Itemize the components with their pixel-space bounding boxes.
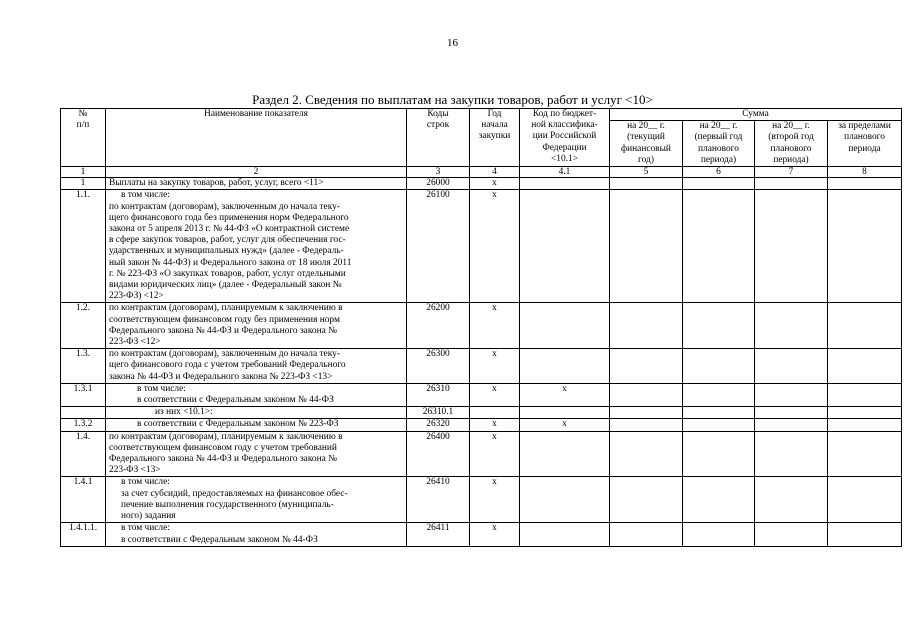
row-name [106, 407, 407, 419]
sum-cell [683, 477, 755, 523]
row-year: x [470, 178, 520, 190]
page-number: 16 [447, 37, 458, 49]
row-code: 26320 [407, 419, 470, 431]
row-budget-code: x [520, 419, 610, 431]
row-name [106, 477, 407, 523]
sum-cell [610, 178, 683, 190]
col-number: 6 [683, 167, 755, 178]
row-name-text: по контрактам (договорам), заключенным до начала теку- щего финансового года с учетом требований Федерального закона № 44-ФЗ и Федерального закона № 223-ФЗ <13> [109, 349, 346, 382]
row-year: x [470, 349, 520, 384]
row-year: x [470, 190, 520, 303]
sum-cell [755, 523, 828, 546]
col-number: 4 [470, 167, 520, 178]
header-name: Наименование показателя [106, 109, 407, 167]
sum-cell [610, 190, 683, 303]
sum-cell [610, 431, 683, 477]
row-num: 1.3. [61, 349, 106, 384]
row-name-text: из них <10.1>: [155, 407, 213, 418]
row-budget-code [520, 349, 610, 384]
row-year: x [470, 523, 520, 546]
row-name-text: по контрактам (договорам), планируемым к заключению в соответствующем финансовом году с учетом требований Федерального закона № 44-ФЗ и Федерального закона № 223-ФЗ <13> [109, 431, 343, 476]
table-row [61, 419, 902, 431]
col-number: 2 [106, 167, 407, 178]
row-num: 1.2. [61, 303, 106, 349]
row-year: x [470, 431, 520, 477]
header-sum-first: на 20__ г. (первый год планового периода) [683, 121, 755, 167]
row-name [106, 303, 407, 349]
sum-cell [755, 477, 828, 523]
row-name-text: по контрактам (договорам), планируемым к заключению в соответствующем финансовом году без применения норм Федерального закона № 44-ФЗ и Федерального закона № 223-ФЗ <12> [109, 303, 343, 348]
header-sum-second: на 20__ г. (второй год планового периода) [755, 121, 828, 167]
row-year: x [470, 303, 520, 349]
row-name-intro: в том числе: [121, 523, 170, 534]
header-budget-code: Код по бюджет- ной классифика- ции Российской Федерации <10.1> [520, 109, 610, 167]
row-budget-code [520, 431, 610, 477]
header-year: Год начала закупки [470, 109, 520, 167]
table-row [61, 190, 902, 303]
row-name-intro: в том числе: [137, 383, 186, 394]
sum-cell [683, 190, 755, 303]
row-code: 26310 [407, 383, 470, 406]
sum-cell [610, 407, 683, 419]
row-num: 1.3.1 [61, 383, 106, 406]
sum-cell [683, 419, 755, 431]
row-name-text: в соответствии с Федеральным законом № 44-ФЗ [121, 534, 318, 545]
row-year: x [470, 477, 520, 523]
row-num: 1.4. [61, 431, 106, 477]
table-row [61, 303, 902, 349]
sum-cell [683, 178, 755, 190]
row-budget-code [520, 178, 610, 190]
sum-cell [683, 431, 755, 477]
header-sum: Сумма [610, 109, 902, 121]
sum-cell [755, 303, 828, 349]
payments-table [60, 108, 902, 547]
row-year: x [470, 383, 520, 406]
row-year [470, 407, 520, 419]
sum-cell [755, 419, 828, 431]
row-code: 26400 [407, 431, 470, 477]
table-row [61, 431, 902, 477]
col-number: 5 [610, 167, 683, 178]
row-budget-code [520, 407, 610, 419]
row-num: 1.4.1 [61, 477, 106, 523]
table-row [61, 178, 902, 190]
row-code: 26411 [407, 523, 470, 546]
row-num: 1.4.1.1. [61, 523, 106, 546]
row-budget-code [520, 190, 610, 303]
table-row [61, 383, 902, 406]
row-year: x [470, 419, 520, 431]
sum-cell [755, 178, 828, 190]
row-num: 1 [61, 178, 106, 190]
row-name [106, 431, 407, 477]
table-row [61, 349, 902, 384]
table-row [61, 477, 902, 523]
row-code: 26100 [407, 190, 470, 303]
column-numbers-row [61, 167, 902, 178]
sum-cell [755, 349, 828, 384]
row-name [106, 190, 407, 303]
sum-cell [610, 523, 683, 546]
sum-cell [828, 419, 902, 431]
sum-cell [683, 349, 755, 384]
section-title: Раздел 2. Сведения по выплатам на закупки товаров, работ и услуг <10> [252, 92, 653, 107]
sum-cell [683, 407, 755, 419]
sum-cell [683, 303, 755, 349]
sum-cell [828, 178, 902, 190]
sum-cell [828, 407, 902, 419]
row-name [106, 523, 407, 546]
sum-cell [755, 190, 828, 303]
row-budget-code: x [520, 383, 610, 406]
sum-cell [828, 477, 902, 523]
sum-cell [755, 383, 828, 406]
row-budget-code [520, 523, 610, 546]
row-num [61, 407, 106, 419]
row-code: 26300 [407, 349, 470, 384]
header-codes: Коды строк [407, 109, 470, 167]
col-number: 8 [828, 167, 902, 178]
row-name-text: Выплаты на закупку товаров, работ, услуг, всего <11> [109, 178, 324, 189]
header-num: № п/п [61, 109, 106, 167]
col-number: 1 [61, 167, 106, 178]
row-name-intro: в том числе: [121, 477, 170, 488]
row-code: 26310.1 [407, 407, 470, 419]
header-row [61, 109, 902, 121]
row-budget-code [520, 477, 610, 523]
sum-cell [828, 303, 902, 349]
sum-cell [610, 349, 683, 384]
sum-cell [828, 190, 902, 303]
row-name [106, 178, 407, 190]
sum-cell [828, 523, 902, 546]
row-name-text: в соответствии с Федеральным законом № 223-ФЗ [137, 419, 339, 430]
row-code: 26000 [407, 178, 470, 190]
header-sum-beyond: за пределами планового периода [828, 121, 902, 167]
row-name-intro: в том числе: [121, 190, 170, 201]
row-name [106, 349, 407, 384]
sum-cell [755, 407, 828, 419]
table-row [61, 407, 902, 419]
row-name-text: в соответствии с Федеральным законом № 44-ФЗ [137, 395, 334, 406]
sum-cell [828, 431, 902, 477]
row-name-text: по контрактам (договорам), заключенным до начала теку- щего финансового года без применения норм Федерального закона от 5 апреля 2013 г. № 44-ФЗ «О контрактной системе в сфере закупок товаров, работ, услуг для обеспечения гос- ударственных и муниципальных нужд» (далее - Федераль- ный закон № 44-ФЗ) и Федерального закона от 18 июля 2011 г. № 223-ФЗ «О закупках товаров, работ, услуг отдельными видами юридических лиц» (далее - Федеральный закон № 223-ФЗ) <12> [109, 201, 352, 302]
sum-cell [610, 419, 683, 431]
col-number: 4.1 [520, 167, 610, 178]
sum-cell [610, 303, 683, 349]
sum-cell [828, 383, 902, 406]
col-number: 3 [407, 167, 470, 178]
sum-cell [683, 383, 755, 406]
row-code: 26410 [407, 477, 470, 523]
col-number: 7 [755, 167, 828, 178]
row-code: 26200 [407, 303, 470, 349]
sum-cell [755, 431, 828, 477]
sum-cell [610, 383, 683, 406]
table-row [61, 523, 902, 546]
row-name-text: за счет субсидий, предоставляемых на финансовое обес- печение выполнения государственного (муниципаль- ного) задания [121, 488, 348, 522]
row-name [106, 383, 407, 406]
row-budget-code [520, 303, 610, 349]
sum-cell [683, 523, 755, 546]
row-num: 1.3.2 [61, 419, 106, 431]
row-name [106, 419, 407, 431]
header-sum-current: на 20__ г. (текущий финансовый год) [610, 121, 683, 167]
sum-cell [828, 349, 902, 384]
row-num: 1.1. [61, 190, 106, 303]
sum-cell [610, 477, 683, 523]
